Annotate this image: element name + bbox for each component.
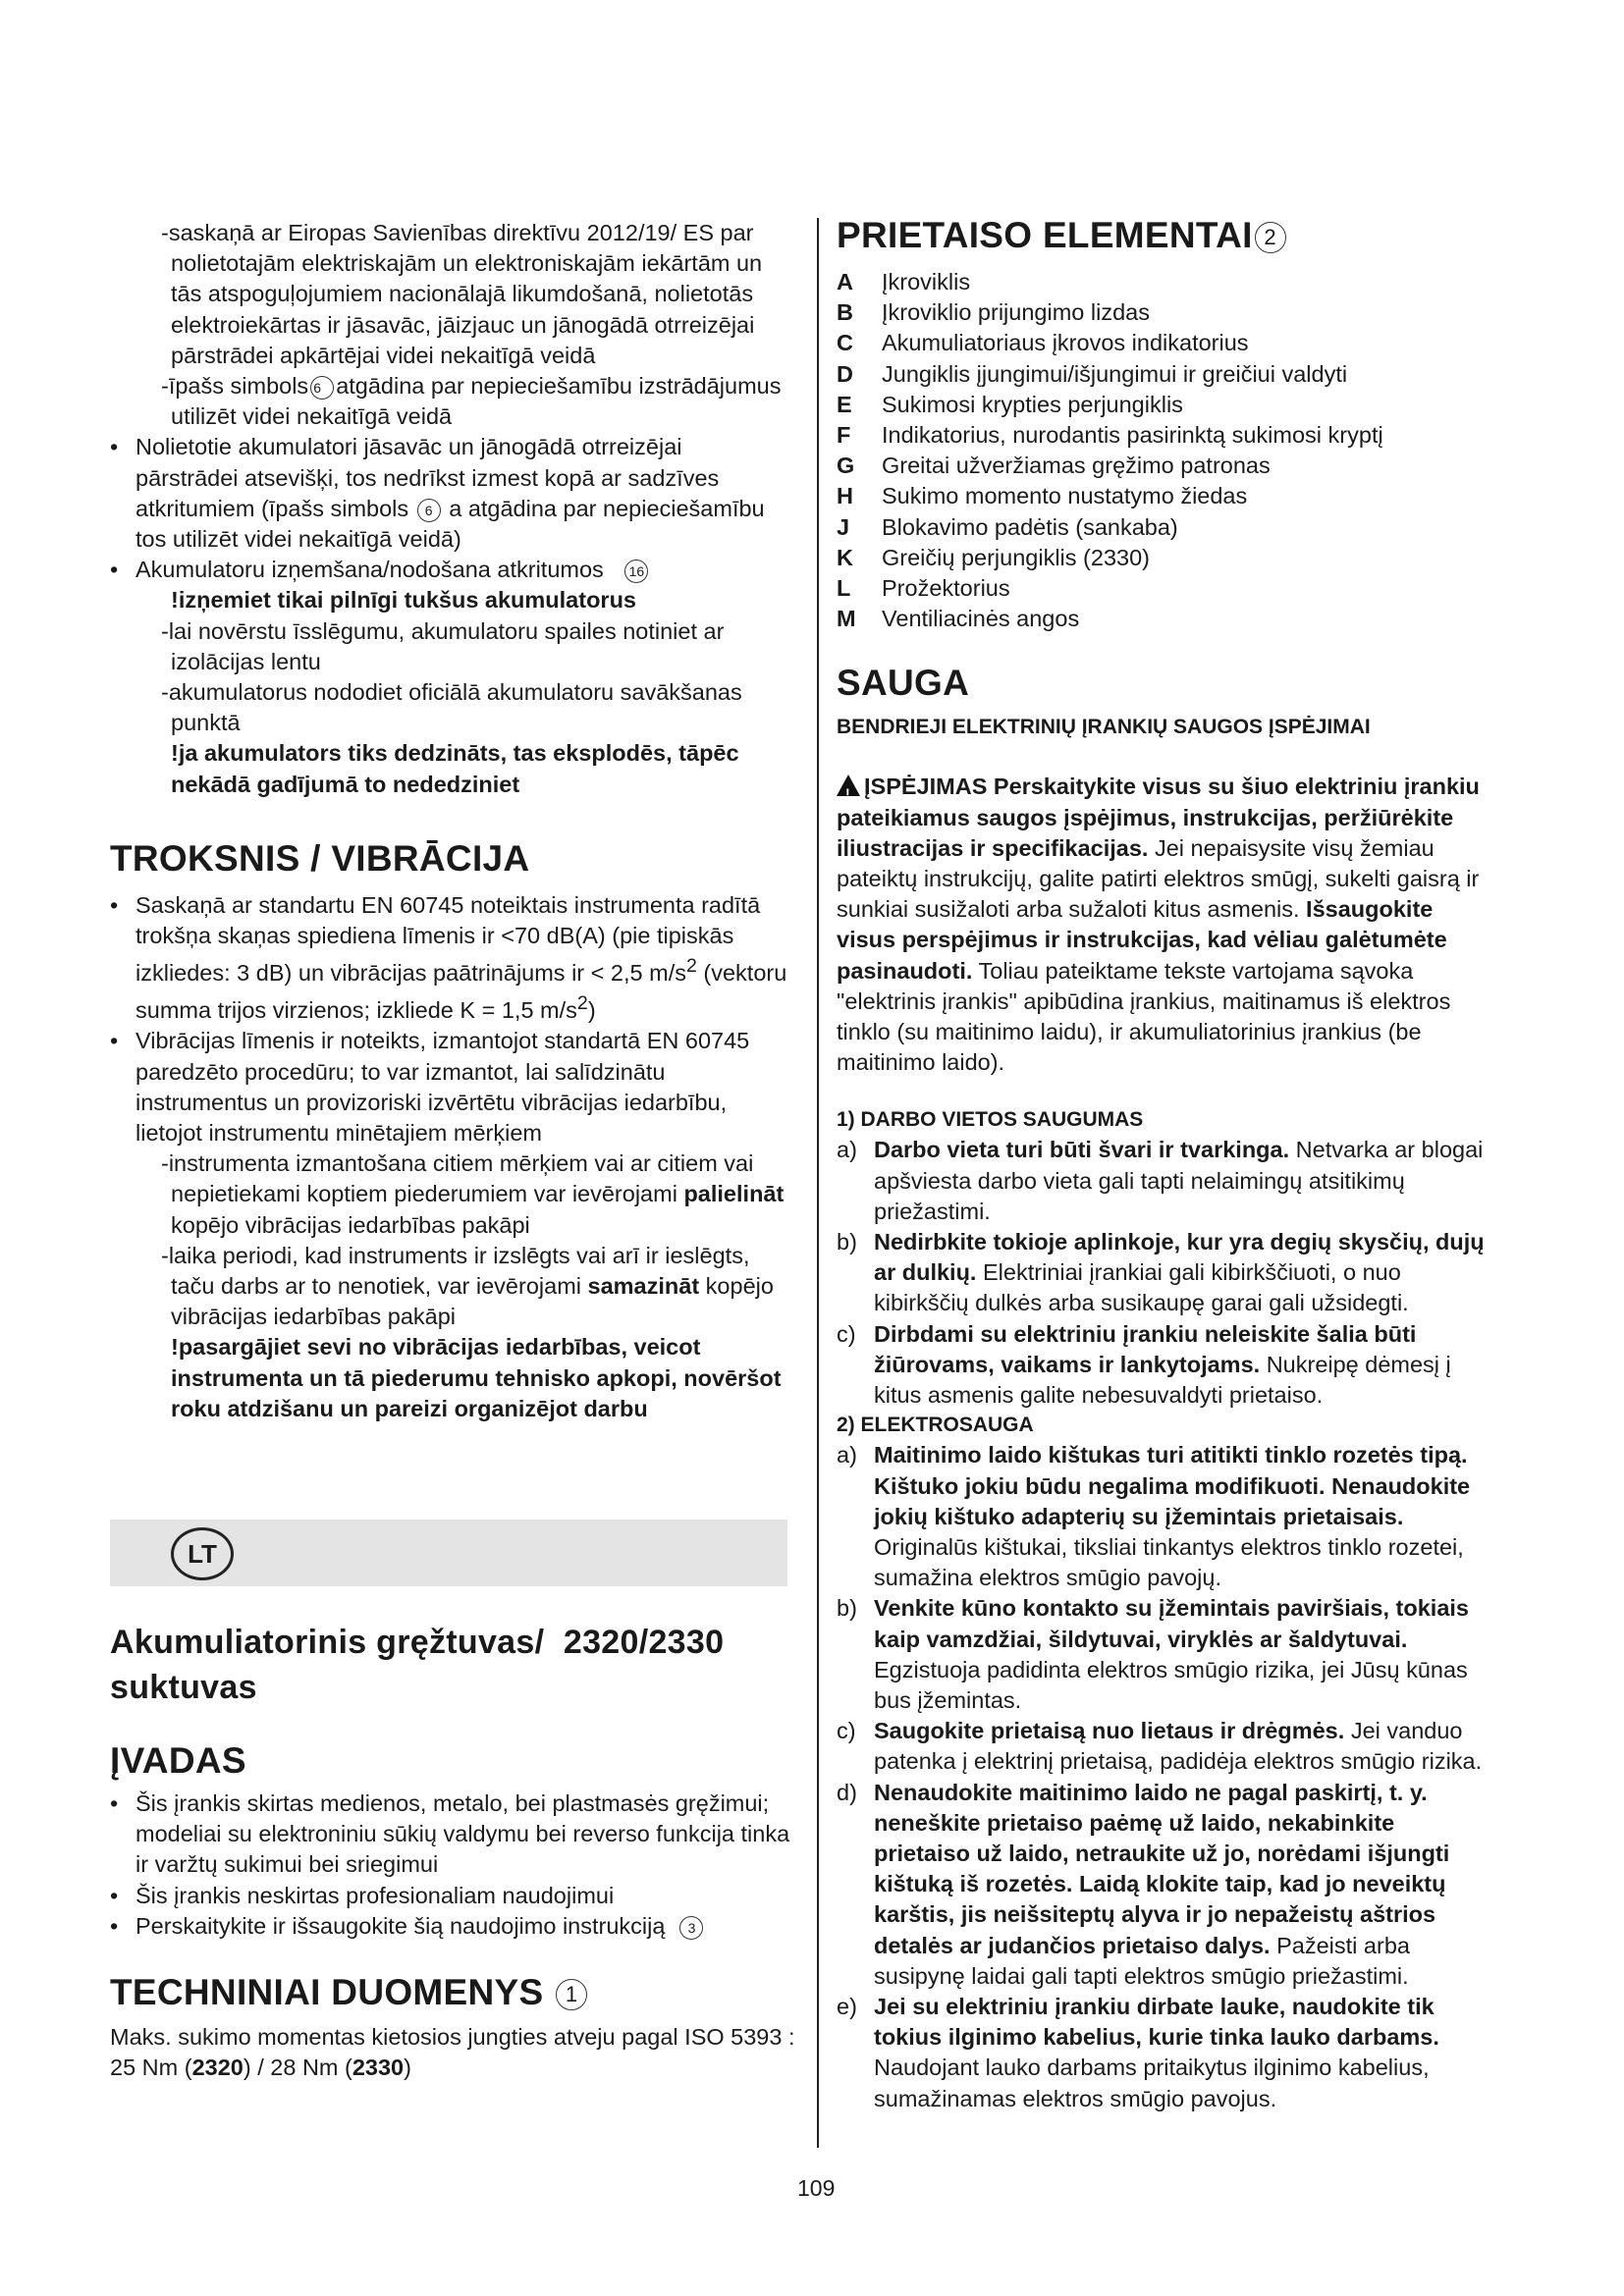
element-label: Jungiklis įjungimui/išjungimui ir greičiui valdyti <box>882 360 1348 387</box>
element-row <box>837 481 1492 511</box>
rule-1c: c) Dirbdami su elektriniu įrankiu neleiskite šalia būti žiūrovams, vaikams ir lankytojams. Nukreipę dėmesį į kitus asmenis galite nebesuvaldyti prietaiso. <box>837 1320 1451 1409</box>
callout-16-icon: 16 <box>624 560 648 583</box>
language-badge: LT <box>171 1527 234 1580</box>
element-key: M <box>837 606 856 632</box>
noise-dash-1: -instrumenta izmantošana citiem mērķiem vai ar citiem vai nepietiekami koptiem piederumiem var ievērojami palielināt kopējo vibrācijas iedarbības pakāpi <box>161 1150 785 1238</box>
right-column <box>837 215 1492 2114</box>
element-label: Blokavimo padėtis (sankaba) <box>882 513 1178 540</box>
callout-2-icon: 2 <box>1255 222 1286 253</box>
removal-dash-1: -lai novērstu īsslēgumu, akumulatoru spailes notiniet ar izolācijas lentu <box>161 617 725 674</box>
bullet-batteries: • Nolietotie akumulatori jāsavāc un jānogādā otrreizējai pārstrādei atsevišķi, tos nedrīkst izmest kopā ar sadzīves atkritumiem (īpašs simbols 6 a atgādina par nepieciešamību tos utilizēt videi nekaitīgā veidā) <box>110 432 787 555</box>
element-row <box>837 267 1492 297</box>
element-label: Ventiliacinės angos <box>882 606 1080 632</box>
callout-6-icon: 6 <box>417 499 441 522</box>
rule-2b: b) Venkite kūno kontakto su įžemintais paviršiais, tokiais kaip vamzdžiai, šildytuvai, viryklės ar šaldytuvai. Egzistuoja padidinta elektros smūgio rizika, jei Jūsų kūnas bus įžemintas. <box>837 1595 1469 1713</box>
column-divider <box>817 218 819 2148</box>
left-column-lower <box>110 1620 797 2083</box>
element-label: Indikatorius, nurodantis pasirinktą sukimosi kryptį <box>882 422 1383 449</box>
element-key: G <box>837 453 855 479</box>
element-key: K <box>837 544 853 570</box>
callout-3-icon: 3 <box>679 1916 703 1940</box>
left-column <box>110 218 787 1424</box>
element-key: H <box>837 483 853 509</box>
element-key: J <box>837 513 850 540</box>
rule-1a: a) Darbo vieta turi būti švari ir tvarkinga. Netvarka ar blogai apšviesta darbo vieta gali tapti nelaimingų atsitikimų priežastimi. <box>837 1137 1484 1224</box>
element-key: B <box>837 299 853 326</box>
tech-data-heading: TECHNINIAI DUOMENYS 1 <box>110 1971 797 2014</box>
element-row <box>837 451 1492 481</box>
element-row <box>837 328 1492 358</box>
safety-heading: SAUGA <box>837 663 970 704</box>
recycle-dash-2: -īpašs simbols 6 atgādina par nepieciešamību izstrādājumus utilizēt videi nekaitīgā veidā <box>161 373 782 430</box>
element-key: A <box>837 269 853 294</box>
warning-triangle-icon: ! <box>837 774 860 796</box>
noise-dash-2: -laika periodi, kad instruments ir izslēgts vai arī ir ieslēgts, taču darbs ar to nenotiek, var ievērojami samazināt kopējo vibrācijas iedarbības pakāpi <box>161 1242 774 1330</box>
noise-heading: TROKSNIS / VIBRĀCIJA <box>110 837 530 879</box>
noise-bullet-2: • Vibrācijas līmenis ir noteikts, izmantojot standartā EN 60745 paredzēto procedūru; to var izmantot, lai salīdzinātu instrumentus un provizoriski izvērtētu vibrācijas iedarbību, lietojot instrumentu minētajiem mērķiem <box>110 1026 787 1148</box>
elements-list <box>837 267 1492 634</box>
rule-1b: b) Nedirbkite tokioje aplinkoje, kur yra degių skysčių, dujų ar dulkių. Elektriniai įrankiai gali kibirkščiuoti, o nuo kibirkščių dulkės arba susikaupę garai gali užsidegti. <box>837 1229 1485 1316</box>
element-label: Greičių perjungiklis (2330) <box>882 544 1150 570</box>
element-row <box>837 420 1492 451</box>
element-row <box>837 573 1492 604</box>
product-title: Akumuliatorinis gręžtuvas/ 2320/2330 suktuvas <box>110 1624 725 1706</box>
safety-subheading: BENDRIEJI ELEKTRINIŲ ĮRANKIŲ SAUGOS ĮSPĖJIMAI <box>837 716 1371 739</box>
intro-bullet-1: • Šis įrankis skirtas medienos, metalo, bei plastmasės gręžimui; modeliai su elektroniniu sūkių valdymu bei reverso funkcija tinka ir varžtų sukimui bei sriegimui <box>110 1789 797 1881</box>
element-row <box>837 359 1492 390</box>
element-label: Sukimo momento nustatymo žiedas <box>882 483 1248 509</box>
element-key: C <box>837 330 853 356</box>
element-label: Įkroviklio prijungimo lizdas <box>882 299 1150 326</box>
page-number: 109 <box>797 2175 836 2201</box>
intro-heading: ĮVADAS <box>110 1740 246 1781</box>
rule-2e: e) Jei su elektriniu įrankiu dirbate lauke, naudokite tik tokius ilginimo kabelius, kurie tinka lauko darbams. Naudojant lauko darbams pritaikytus ilginimo kabelius, sumažinamas elektros smūgio pavojus. <box>837 1993 1439 2111</box>
intro-bullet-3: • Perskaitykite ir išsaugokite šią naudojimo instrukciją 3 <box>110 1911 797 1942</box>
element-row <box>837 390 1492 420</box>
element-key: E <box>837 391 852 417</box>
element-key: F <box>837 422 851 449</box>
removal-warning: !izņemiet tikai pilnīgi tukšus akumulatorus <box>171 587 637 614</box>
element-row <box>837 604 1492 634</box>
work-area-heading: 1) DARBO VIETOS SAUGUMAS <box>837 1108 1144 1132</box>
element-label: Greitai užveržiamas gręžimo patronas <box>882 453 1271 479</box>
element-label: Sukimosi krypties perjungiklis <box>882 391 1183 417</box>
element-key: D <box>837 360 853 387</box>
element-row <box>837 512 1492 543</box>
explosion-warning: !ja akumulators tiks dedzināts, tas eksplodēs, tāpēc nekādā gadījumā to nededziniet <box>171 740 739 797</box>
rule-2d: d) Nenaudokite maitinimo laido ne pagal paskirtį, t. y. neneškite prietaiso paėmę už laido, nekabinkite prietaiso už laido, netraukite už jo, norėdami išjungti kištuką iš rozetės. Laidą klokite taip, kad jo neveiktų karštis, jis neišsiteptų alyva ir jo nepažeistų aštrios detalės ar judančios prietaiso dalys. Pažeisti arba susipynę laidai gali tapti elektros smūgio priežastimi. <box>837 1779 1450 1989</box>
element-key: L <box>837 575 851 602</box>
tech-data-text: Maks. sukimo momentas kietosios jungties atveju pagal ISO 5393 : 25 Nm (2320) / 28 Nm (2330) <box>110 2024 795 2081</box>
callout-1-icon: 1 <box>556 1979 587 2010</box>
general-warning: ! ĮSPĖJIMAS Perskaitykite visus su šiuo elektriniu įrankiu pateikiamus saugos įspėjimus, instrukcijas, peržiūrėkite iliustracijas ir specifikacijas. Jei nepaisysite visų žemiau pateiktų instrukcijų, galite patirti elektros smūgį, sukelti gaisrą ir sunkiai susižaloti arba sužaloti kitus asmenis. Išsaugokite visus perspėjimus ir instrukcijas, kad vėliau galėtumėte pasinaudoti. Toliau pateiktame tekste vartojama sąvoka "elektrinis įrankis" apibūdina įrankius, maitinamus iš elektros tinklo (su maitinimo laidu), ir akumuliatorinius įrankius (be maitinimo laido). <box>837 774 1480 1076</box>
rule-2c: c) Saugokite prietaisą nuo lietaus ir drėgmės. Jei vanduo patenka į elektrinį prietaisą, padidėja elektros smūgio rizika. <box>837 1718 1483 1775</box>
noise-bullet-1: • Saskaņā ar standartu EN 60745 noteiktais instrumenta radītā trokšņa skaņas spiediena līmenis ir <70 dB(A) (pie tipiskās izkliedes: 3 dB) un vibrācijas paātrinājums ir < 2,5 $m/s^2$ (vektoru summa trijos virzienos; izkliede K = 1,5 $m/s^2$) <box>110 890 787 1026</box>
element-row <box>837 543 1492 573</box>
removal-dash-2: -akumulatorus nododiet oficiālā akumulatoru savākšanas punktā <box>161 679 742 736</box>
rule-2a: a) Maitinimo laido kištukas turi atitikti tinklo rozetės tipą. Kištuko jokiu būdu negalima modifikuoti. Nenaudokite jokių kištuko adapterių su įžemintais prietaisais. Originalūs kištukai, tiksliai tinkantys elektros tinklo rozetei, sumažina elektros smūgio pavojų. <box>837 1442 1471 1591</box>
element-label: Įkroviklis <box>882 269 971 294</box>
elements-heading: PRIETAISO ELEMENTAI 2 <box>837 214 1492 257</box>
language-bar <box>110 1520 787 1586</box>
recycle-dash-1: -saskaņā ar Eiropas Savienības direktīvu 2012/19/ ES par nolietotajām elektriskajām un elektroniskajām iekārtām un tās atspoguļojumiem nacionālajā likumdošanā, nolietotās elektroiekārtas ir jāsavāc, jāizjauc un jānogādā otrreizējai pārstrādei apkārtējai videi nekaitīgā veidā <box>161 220 763 368</box>
element-row <box>837 297 1492 328</box>
intro-bullet-2: • Šis įrankis neskirtas profesionaliam naudojimui <box>110 1881 797 1911</box>
element-label: Akumuliatoriaus įkrovos indikatorius <box>882 330 1249 356</box>
vibration-warning: !pasargājiet sevi no vibrācijas iedarbības, veicot instrumenta un tā piederumu tehnisko apkopi, novēršot roku atdzišanu un pareizi organizējot darbu <box>171 1334 782 1421</box>
electrical-safety-heading: 2) ELEKTROSAUGA <box>837 1414 1034 1437</box>
callout-6-icon: 6 <box>310 376 334 400</box>
bullet-battery-removal: • Akumulatoru izņemšana/nodošana atkritumos 16 <box>110 555 787 585</box>
element-label: Prožektorius <box>882 575 1010 602</box>
